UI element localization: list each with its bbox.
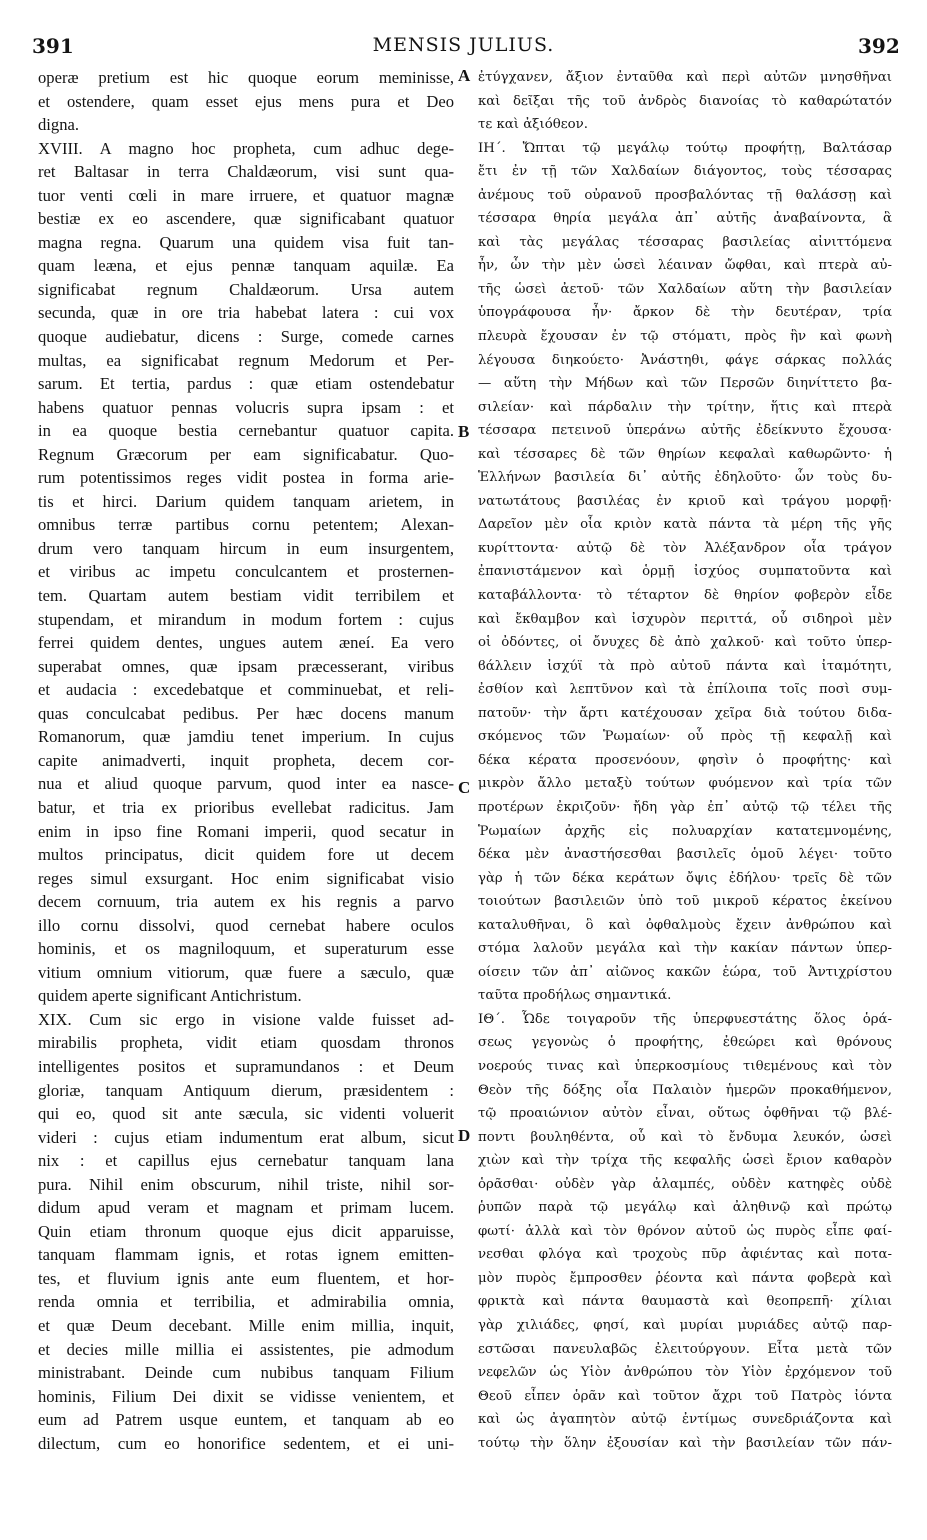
latin-text-line: renda omnia et terribilia, et admirabilia omnia, bbox=[38, 1292, 454, 1312]
greek-text-line: Ῥωμαίων ἀρχῆς εἰς πολυαρχίαν κατατεμνομένης, bbox=[478, 823, 892, 839]
latin-text-line: tanquam flammam ignis, et rotas ignem emitten- bbox=[38, 1245, 454, 1265]
greek-text-line: ὁρᾶσθαι· οὐδὲν γὰρ ἀλαμπές, οὐδὲν κατηφὲς οὐδὲ bbox=[478, 1176, 892, 1192]
greek-text-line: ΙΘ΄. Ὧδε τοιγαροῦν τῆς ὑπερφυεστάτης ὅλος ὁρά- bbox=[478, 1011, 892, 1027]
greek-text-line: λέγουσα διηκούετο· Ἀνάστηθι, φάγε σάρκας πολλάς bbox=[478, 352, 892, 368]
greek-text-line: εστῶσαι πανευλαβῶς ἐλειτούργουν. Εἶτα μετὰ τῶν bbox=[478, 1341, 892, 1357]
greek-text-line: οίσειν τῶν ἀπ᾽ αἰῶνος κακῶν ἑώρα, τοῦ Ἀντιχρίστου bbox=[478, 964, 892, 980]
left-page-number: 391 bbox=[32, 34, 74, 58]
greek-text-line: τούτῳ τὴν ὅλην ἐξουσίαν καὶ τὴν βασιλείαν τῶν πάν- bbox=[478, 1435, 892, 1451]
greek-text-line: δέκα κέρατα προσενόουν, φησὶν ὁ προφήτης· καὶ bbox=[478, 752, 892, 768]
latin-text-line: nix : et capillus ejus cernebatur tanquam lana bbox=[38, 1151, 454, 1171]
greek-text-line: καὶ τὰς μεγάλας τέσσαρας βασιλείας αἰνιττόμενα bbox=[478, 234, 892, 250]
latin-text-line: eum ad Patrem usque euntem, et tanquam ab eo bbox=[38, 1410, 454, 1430]
greek-text-line: σιλείαν· καὶ πάρδαλιν τὴν τρίτην, ἥτις καὶ πτερὰ bbox=[478, 399, 892, 415]
greek-column bbox=[478, 66, 892, 1455]
latin-text-line: Romanorum, quæ jamdiu tenet imperium. In cujus bbox=[38, 727, 454, 747]
latin-text-line: ministrabant. Deinde cum nubibus tanquam Filium bbox=[38, 1363, 454, 1383]
greek-text-line: γὰρ ἡ τῶν δέκα κεράτων ὄψις ἐδήλου· τρεῖς δὲ τῶν bbox=[478, 870, 892, 886]
latin-text-line: in ea quoque bestia cernebantur quatuor capita. bbox=[38, 421, 454, 441]
greek-text-line: καὶ δεῖξαι τῆς τοῦ ἀνδρὸς διανοίας τὸ καθαρώτατόν bbox=[478, 93, 892, 109]
latin-text-line: stupendam, et mirandum in modum fortem : cujus bbox=[38, 609, 454, 629]
greek-text-line: καταβάλλοντα· τὸ τέταρτον δὲ θηρίον φοβερὸν εἶδε bbox=[478, 588, 892, 604]
latin-text-line: quam leæna, et ejus pennæ tanquam aquilæ. Ea bbox=[38, 256, 454, 276]
latin-text-line: multos principatus, dicit quidem fore ut decem bbox=[38, 845, 454, 865]
latin-text-line: superabat omnes, quæ ipsam præcesserant, viribus bbox=[38, 656, 454, 676]
latin-text-line: XIX. Cum sic ergo in visione valde fuisset ad- bbox=[38, 1009, 454, 1029]
greek-text-line: σεως γεγονὼς ὁ προφήτης, ἐθεώρει καὶ θρόνους bbox=[478, 1035, 892, 1051]
greek-text-line: νεσθαι φλόγα καὶ τροχοὺς πῦρ ἀφιέντας καὶ ποτα- bbox=[478, 1247, 892, 1263]
greek-text-line: τῆς ὡσεὶ ἀετοῦ· τῶν Χαλδαίων αὕτη τὴν βασιλείαν bbox=[478, 281, 892, 297]
latin-text-line: et viribus ac impetu conculcantem et prosternen- bbox=[38, 562, 454, 582]
greek-text-line: καὶ ἔκθαμβον καὶ ἰσχυρὸν περιττά, οὗ σιδηροὶ μὲν bbox=[478, 611, 892, 627]
running-title: MENSIS JULIUS. bbox=[372, 34, 555, 56]
greek-text-line: μὸν πυρὸς ἔμπροσθεν ῥέοντα καὶ πάντα φοβερὰ καὶ bbox=[478, 1270, 892, 1286]
greek-text-line: Δαρεῖον μὲν οἷα κριὸν κατὰ πάντα τὰ μέρη τῆς γῆς bbox=[478, 517, 892, 533]
greek-text-line: Θεοῦ εἶπεν ὁρᾶν καὶ τοῦτον ἄχρι τοῦ Πατρὸς ἰόντα bbox=[478, 1388, 892, 1404]
greek-text-line: μικρὸν ἄλλο μεταξὺ τούτων φυόμενον καὶ τρία τῶν bbox=[478, 776, 892, 792]
greek-text-line: ΙΗ΄. Ὤπται τῷ μεγάλῳ τούτῳ προφήτῃ, Βαλτάσαρ bbox=[478, 140, 892, 156]
latin-text-line: tem. Quartam autem bestiam vidit terribilem et bbox=[38, 586, 454, 606]
latin-text-line: digna. bbox=[38, 115, 80, 135]
greek-text-line: χιὼν καὶ τὴν τρίχα τῆς κεφαλῆς ὡσεὶ ἔριον καθαρὸν bbox=[478, 1153, 892, 1169]
latin-text-line: omnibus terræ partibus cornu petentem; Alexan- bbox=[38, 515, 454, 535]
latin-text-line: nua et aliud quoque parvum, quod inter ea nasce- bbox=[38, 774, 454, 794]
greek-text-line: ἀνέμους τοῦ οὐρανοῦ προσβαλόντας τῇ θαλάσσῃ καὶ bbox=[478, 187, 892, 203]
greek-text-line: ταῦτα προδήλως σημαντικά. bbox=[478, 988, 672, 1004]
greek-text-line: ἐπανιστάμενον καὶ ὁρμῇ ἰσχύος συμπατοῦντα καὶ bbox=[478, 564, 892, 580]
latin-text-line: et decies mille millia ei assistentes, pie admodum bbox=[38, 1339, 454, 1359]
latin-text-line: quas conculcabat pedibus. Per hæc docens manum bbox=[38, 703, 454, 723]
greek-text-line: τέσσαρα πετεινοῦ ὑπεράνω αὐτῆς ἐδείκνυτο ἔχουσα· bbox=[478, 423, 892, 439]
greek-text-line: καὶ τέσσαρες δὲ τῶν θηρίων κεφαλαὶ καθωρῶντο· ἡ bbox=[478, 446, 892, 462]
latin-text-line: gloriæ, tanquam Antiquum dierum, præsidentem : bbox=[38, 1080, 454, 1100]
latin-text-line: multas, ea significabat regnum Medorum et Per- bbox=[38, 350, 454, 370]
latin-text-line: didum apud veram et magnam et primam lucem. bbox=[38, 1198, 454, 1218]
latin-text-line: batur, et tria ex prioribus evellebat radicitus. Jam bbox=[38, 797, 454, 817]
section-marker-c: C bbox=[458, 778, 471, 797]
right-page-number: 392 bbox=[858, 34, 900, 58]
greek-text-line: φρικτὰ καὶ πάντα θαυμαστὰ καὶ θεοπρεπῆ· χίλιαι bbox=[478, 1294, 892, 1310]
latin-text-line: XVIII. A magno hoc propheta, cum adhuc dege- bbox=[38, 138, 454, 158]
latin-text-line: pura. Nihil enim obscurum, nihil triste, nihil sor- bbox=[38, 1174, 454, 1194]
greek-text-line: ῥυπῶν παρὰ τῷ μεγάλῳ καὶ ἀληθινῷ καὶ πρώτῳ bbox=[478, 1200, 892, 1216]
latin-column bbox=[38, 66, 454, 1455]
latin-text-line: reges simul exsurgant. Hoc enim significabat visio bbox=[38, 868, 454, 888]
latin-text-line: tes, et fluvium ignis ante eum fluentem, et hor- bbox=[38, 1268, 454, 1288]
section-marker-b: B bbox=[458, 422, 470, 441]
latin-text-line: et quæ Deum decebant. Mille enim millia, inquit, bbox=[38, 1315, 454, 1335]
greek-text-line: καταλυθῆναι, ὃ καὶ ὀφθαλμοὺς ἔχειν ἀνθρώπου καὶ bbox=[478, 917, 892, 933]
greek-text-line: στόμα λαλοῦν μεγάλα καὶ τὴν κακίαν πάντων ὑπερ- bbox=[478, 941, 892, 957]
latin-text-line: hominis, et os magniloquum, et superaturum esse bbox=[38, 939, 454, 959]
greek-text-line: ἐσθίον καὶ λεπτῦνον καὶ τὰ ἐπίλοιπα τοῖς ποσὶ συμ- bbox=[478, 682, 892, 698]
latin-text-line: hominis, Filium Dei dixit se vidisse venientem, et bbox=[38, 1386, 454, 1406]
latin-text-line: et ostendere, quam esset ejus mens pura et Deo bbox=[38, 91, 454, 111]
greek-text-line: σκόμενος τῶν Ῥωμαίων· οὗ πρὸς τῇ κεφαλῇ καὶ bbox=[478, 729, 892, 745]
greek-text-line: νατωτάτους βασιλέας ἐν κριοῦ καὶ τράγου μορφῇ· bbox=[478, 493, 892, 509]
latin-text-line: decem cornuum, tria autem ex his regnis a parvo bbox=[38, 892, 454, 912]
greek-text-line: τοιούτων βασιλειῶν ὑπὸ τοῦ μικροῦ κέρατος ἐκείνου bbox=[478, 894, 892, 910]
latin-text-line: ferrei quidem dentes, ungues autem æneí. Ea vero bbox=[38, 633, 454, 653]
latin-text-line: Quin etiam thronum quoque ejus dicit apparuisse, bbox=[38, 1221, 454, 1241]
section-marker-a: A bbox=[458, 66, 471, 85]
greek-text-line: οἱ ὀδόντες, οἱ ὄνυχες δὲ ἀπὸ χαλκοῦ· καὶ τοῦτο ὑπερ- bbox=[478, 635, 892, 651]
greek-text-line: κυρίττοντα· αὐτῷ δὲ τὸν Ἀλέξανδρον οἷα τράγον bbox=[478, 540, 892, 556]
greek-text-line: νεφελῶν ὡς Υἱὸν ἀνθρώπου τὸν Υἱὸν ἐρχόμενον τοῦ bbox=[478, 1365, 892, 1381]
latin-text-line: quoque audiebatur, dicens : Surge, comede carnes bbox=[38, 327, 454, 347]
latin-text-line: operæ pretium est hic quoque eorum meminisse, bbox=[38, 68, 454, 87]
latin-text-line: dilectum, cum eo honorifice sedentem, et ei uni- bbox=[38, 1433, 454, 1453]
greek-text-line: — αὕτη τὴν Μήδων καὶ τῶν Περσῶν διηνίττετο βα- bbox=[478, 376, 892, 392]
latin-text-line: magna regna. Quarum una quidem visa fuit tan- bbox=[38, 232, 454, 252]
greek-text-line: πλευρὰ ἔχουσαν ἐν τῷ στόματι, πρὸς ἣν καὶ φωνὴ bbox=[478, 329, 892, 345]
greek-text-line: ἐτύγχανεν, ἄξιον ἐνταῦθα καὶ περὶ αὐτῶν μνησθῆναι bbox=[478, 70, 892, 85]
latin-text-line: vitium omnium vitiorum, quæ fuere a sæculo, quæ bbox=[38, 962, 454, 982]
latin-text-line: quidem aperte significant Antichristum. bbox=[38, 986, 302, 1006]
greek-text-line: ἦν, ὧν τὴν μὲν ὡσεὶ λέαιναν ὤφθαι, καὶ πτερὰ αὐ- bbox=[478, 258, 892, 274]
section-marker-d: D bbox=[458, 1126, 471, 1145]
greek-text-line: Ἑλλήνων βασιλεία δι᾽ αὐτῆς ἐδηλοῦτο· ὧν τοὺς δυ- bbox=[478, 470, 892, 486]
latin-text-line: intelligentes positos et supramundanos : et Deum bbox=[38, 1056, 454, 1076]
latin-text-line: drum vero tanquam hircum in eum insurgentem, bbox=[38, 538, 454, 558]
latin-text-line: enim in ipso fine Romani imperii, quod secatur in bbox=[38, 821, 454, 841]
latin-text-line: Regnum Græcorum per eam significabatur. Quo- bbox=[38, 444, 454, 464]
latin-text-line: ret Baltasar in terra Chaldæorum, visi sunt qua- bbox=[38, 162, 454, 182]
latin-text-line: tis et hirci. Darium quidem tanquam arietem, in bbox=[38, 491, 454, 511]
greek-text-line: καὶ ὡς ἀγαπητὸν αὐτῷ ἐντίμως συνεδριάζοντα καὶ bbox=[478, 1412, 892, 1428]
latin-text-line: et audacia : excedebatque et comminuebat, et reli- bbox=[38, 680, 454, 700]
latin-text-line: secunda, quæ in ore tria habebat latera : cui vox bbox=[38, 303, 454, 323]
latin-text-line: habens quatuor pennas volucris supra ipsam : et bbox=[38, 397, 454, 417]
greek-text-line: τε καὶ ἀξιόθεον. bbox=[478, 117, 588, 133]
latin-text-line: sarum. Et tertia, pardus : quæ etiam ostendebatur bbox=[38, 374, 454, 394]
greek-text-line: πατοῦν· τὴν ἄρτι κατέχουσαν χεῖρα διὰ τούτου διδα- bbox=[478, 705, 892, 721]
greek-text-line: Θεὸν τῆς δόξης οἷα Παλαιὸν ἡμερῶν προκαθήμενον, bbox=[478, 1082, 892, 1098]
greek-text-line: τῷ προαιώνιον αὐτὸν εἶναι, οὕτως ὀφθῆναι τῷ βλέ- bbox=[478, 1106, 892, 1122]
greek-text-line: ϐάλλειν ἰσχύϊ τὰ πρὸ αὐτοῦ πάντα καὶ ἰταμότητι, bbox=[478, 658, 892, 674]
greek-text-line: ὑπογράφουσα ἦν· ἄρκον δὲ τὴν δευτέραν, τρία bbox=[478, 305, 892, 321]
greek-text-line: γὰρ χιλιάδες, φησί, καὶ μυρίαι μυριάδες αὐτῷ παρ- bbox=[478, 1317, 892, 1333]
latin-text-line: significabat regnum Chaldæorum. Ursa autem bbox=[38, 279, 454, 299]
greek-text-line: τέσσαρα θηρία μεγάλα ἀπ᾽ αὐτῆς ἀναβαίνοντα, ἃ bbox=[478, 211, 892, 227]
greek-text-line: φωτί· ἀλλὰ καὶ τὸν θρόνον αὐτοῦ ὡς πυρὸς εἶπε φαί- bbox=[478, 1223, 892, 1239]
greek-text-line: ποντι βουληθέντα, οὗ καὶ τὸ ἔνδυμα λευκόν, ὡσεὶ bbox=[478, 1129, 892, 1145]
latin-text-line: bestiæ ex eo ascendere, quæ significabant quatuor bbox=[38, 209, 454, 229]
greek-text-line: ἔτι ἐν τῇ τῶν Χαλδαίων διάγοντος, τοὺς τέσσαρας bbox=[478, 164, 892, 180]
latin-text-line: capite animadverti, inquit propheta, decem cor- bbox=[38, 750, 454, 770]
latin-text-line: mirabilis propheta, vidit etiam quosdam thronos bbox=[38, 1033, 454, 1053]
latin-text-line: illo cornu dissolvi, quod cernebat habere oculos bbox=[38, 915, 454, 935]
greek-text-line: προτέρων ἐκριζοῦν· ἤδη γὰρ ἐπ᾽ αὐτῷ τῷ τέλει τῆς bbox=[478, 799, 892, 815]
latin-text-line: rum potentissimos reges vidit postea in forma arie- bbox=[38, 468, 454, 488]
latin-text-line: tuor venti cœli in mare irruere, et quatuor magnæ bbox=[38, 185, 454, 205]
greek-text-line: νοερούς τινας καὶ ὑπερκοσμίους τιθεμένους καὶ τὸν bbox=[478, 1058, 892, 1074]
latin-text-line: videri : cujus etiam indumentum erat album, sicut bbox=[38, 1127, 454, 1147]
greek-text-line: δέκα μὲν ἀναστήσεσθαι βασιλεῖς ὁμοῦ λέγει· τοῦτο bbox=[478, 847, 892, 863]
latin-text-line: qui eo, quod sit ante sæcula, sic videnti voluerit bbox=[38, 1104, 454, 1124]
